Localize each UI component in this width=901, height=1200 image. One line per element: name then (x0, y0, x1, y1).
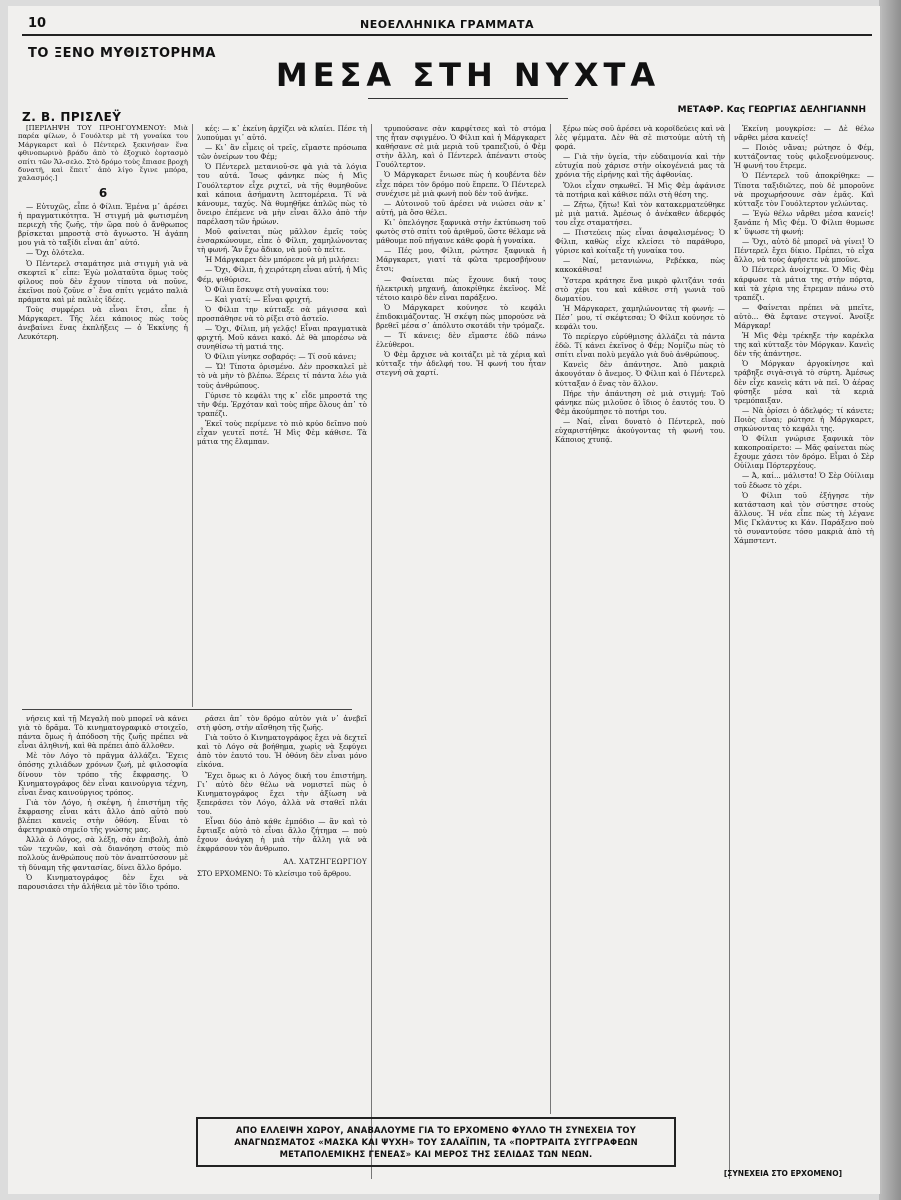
paragraph: Ὁ Φίλιπ τοῦ ἐξήγησε τὴν κατάσταση καὶ τὸν σύστησε στοὺς ἄλλους. Ἡ νέα εἶπε πὼς τὴ λέγανε Μὶς Γκλάντυς κι Κάν. Παράξενο ποὺ τὸ συναντούσε τόσο μακριὰ ἀπὸ τὴ Χάμπστεντ. (734, 490, 874, 546)
paragraph: — Πιστεύεις πὼς εἶναι ἀσφαλισμένος; Ὁ Φίλιπ, καθὼς εἶχε κλείσει τὸ παράθυρο, γύρισε καὶ κοίταξε τὴ γυναίκα του. (555, 228, 725, 256)
column-1 (18, 124, 188, 707)
paragraph: Ἐκεῖ τοὺς περίμενε τὸ πιὸ κρύο δεῖπνο ποὺ εἶχαν γευτεῖ ποτέ. Ἡ Μὶς Φὲμ κάθισε. Τὰ μάτια της ἔλαμπαν. (197, 418, 367, 447)
column-divider (192, 124, 193, 707)
running-head (22, 16, 872, 36)
paragraph: Ὁ Φίλιπ γνώρισε ξαφνικὰ τὸν κακοπροαίρετο: — Μᾶς φαίνεται πὼς ἔχουμε χάσει τὸν δρόμο. Εἶμαι ὁ Σὲρ Οὐίλιαμ Πόρτερχέους. (734, 434, 874, 471)
paragraph: — Ὄχι, Φίλιπ, ἡ χειρότερη εἶναι αὐτή, ἡ Μὶς Φέμ, ψιθύρισε. (197, 265, 367, 284)
translator-credit: ΜΕΤΑΦΡ. Κας ΓΕΩΡΓΙΑΣ ΔΕΛΗΓΙΑΝΝΗ (677, 105, 866, 115)
paragraph: νήσεις καὶ τῇ Μεγαλὴ ποὺ μπορεῖ νὰ κάνει γιὰ τὸ δρᾶμα. Τὸ κινηματογραφικὸ στοιχεῖο, πάντα ὅμως ἡ ἀπόδοση τῆς ζωῆς πρέπει νὰ εἶναι ἀληθινή, καὶ θὰ πρέπει ἀπὸ ἄλλοθεν. (18, 714, 188, 751)
paragraph: Πήρε τὴν ἀπάντηση σὲ μιὰ στιγμή: Τοῦ φάνηκε πὼς μιλοῦσε ὁ ἴδιος ὁ ἐαυτός του. Ὁ Φὲμ ἀκούμπησε τὸ ποτήρι του. (555, 388, 725, 416)
paragraph: — Ὄχι, αὐτὸ δὲ μπορεῖ νὰ γίνει! Ὁ Πέντερελ ἔχει δίκιο. Πρέπει, τὸ εἶχα ἄλλο, νὰ τοὺς ἀφήσετε νὰ μποῦνε. (734, 237, 874, 265)
paragraph: — Ποιὸς νἄναι; ρώτησε ὁ Φέμ, κυττάζοντας τοὺς φιλοξενούμενους. Ἡ φωνή του ἔτρεμε. (734, 143, 874, 171)
paragraph: — Φαίνεται πρέπει νὰ μπεῖτε, αὐτὸ... Θὰ ἔφτανε στεγνοί. Ἀνοίξε Μάργκαρ! (734, 302, 874, 330)
book-spine (879, 0, 901, 1200)
column-2 (197, 124, 367, 707)
paragraph: ξέρω πὼς σοῦ ἀρέσει νὰ κοροϊδεύεις καὶ νὰ λὲς ψέμματα. Δὲν θὰ σὲ πιστούμε αὐτὴ τὴ φορά. (555, 124, 725, 152)
chapter-number: 6 (98, 185, 108, 200)
paragraph: Γιὰ τοῦτο ὁ Κινηματογράφος ἔχει νὰ δεχτεῖ καὶ τὸ Λόγο σὰ βοήθημα, χωρὶς νὰ ξεφύγει ἀπὸ τὸν ἑαυτό του. Ἡ ὀθόνη δὲν εἶναι μόνο εἰκόνα. (197, 733, 367, 770)
paragraph: Ὁ Μάργκαρετ κούνησε τὸ κεφάλι ἐπιδοκιμάζοντας. Ἡ σκέψη πὼς μπορούσε νὰ βρεθεῖ μέσα σ᾿ ἀπόλυτο σκοτάδι τὴν τρόμαζε. (376, 302, 546, 330)
paragraph: — Πές μου, Φίλιπ, ρώτησε ξαφνικὰ ἡ Μάργκαρετ, γιατί τὰ φῶτα τρεμοσβήνουν ἔτσι; (376, 246, 546, 274)
paragraph: — Ἀ, καί... μάλιστα! Ὁ Σὲρ Οὐίλιαμ τοῦ ἔδωσε τὸ χέρι. (734, 471, 874, 490)
paragraph: — Κι᾿ ἂν εἶμεις οἱ τρεῖς, εἴμαστε πρόσωπα τῶν ὀνείρων του Φέμ; (197, 143, 367, 162)
essay-column-2 (197, 714, 367, 1114)
paragraph: — Καὶ γιατί; — Εἶναι φριχτή. (205, 294, 313, 304)
paragraph: κές: — κ᾿ ἐκείνη ἀρχίζει νὰ κλαίει. Πέσε τὴ λυπούμαι γι᾿ αὐτό. (197, 124, 367, 143)
paragraph: Ὁ Κινηματογράφος δὲν ἔχει νὰ παρουσιάσει τὴν ἀλήθεια μὲ τὸν ἴδιο τρόπο. (18, 872, 188, 891)
column-divider (729, 124, 730, 1179)
next-issue-note: ΣΤΟ ΕΡΧΟΜΕΝΟ: Τὸ κλείσιμο τοῦ ἄρθρου. (197, 869, 352, 878)
paragraph: — Νὰ ὁρίσει ὁ ἀδελφός; τί κάνετε; Ποιὸς εἶναι; ρώτησε ἡ Μάργκαρετ, σηκώνοντας τὸ κεφάλι της. (734, 405, 874, 433)
paragraph: Ὁ Μόργκαν ἀργοκίνησε καὶ τράβηξε σιγὰ-σιγὰ τὸ σύρτη. Ἀμέσως δὲν εἶχε κανεὶς κάτι νὰ πεῖ. Ὁ ἀέρας φύσηξε μέσα καὶ τὰ κεριὰ τρεμόπαιξαν. (734, 359, 874, 405)
paragraph: Ὁ Φίλιπ ἔσκυψε στὴ γυναίκα του: (205, 284, 329, 294)
column-divider (371, 124, 372, 1179)
paragraph: Ὁ Πέντερελ τοῦ ἀποκρίθηκε: — Τίποτα ταξιδιῶτες, ποὺ δὲ μποροῦνε νὰ προχωρήσουνε σὰν ἐμᾶς. Καὶ κύτταξε τὸν Γουόλτερτον γελώντας. (734, 171, 874, 208)
journal-name: ΝΕΟΕΛΛΗΝΙΚΑ ΓΡΑΜΜΑΤΑ (360, 18, 534, 31)
paragraph: Εἶναι δύο ἀπὸ κάθε ἐμπόδιο — ἂν καὶ τὸ ἔφτιαξε αὐτὸ τὸ εἶναι ἄλλο ζήτημα — ποὺ ἔχουν ἀνάγκη ἡ μιὰ τὴν ἄλλη γιὰ νὰ ἐκφράσουν τὸν ἄνθρωπο. (197, 817, 367, 854)
column-5 (734, 124, 874, 1164)
paragraph: Ὁ Φίλιπ την κύτταξε σὰ μάγισσα καὶ προσπάθησε νὰ τὸ ρίξει στὸ ἀστεῖο. (197, 304, 367, 323)
story-title: ΜΕΣΑ ΣΤΗ ΝΥΧΤΑ (275, 56, 661, 94)
paragraph: Ὁ Φίλιπ γίνηκε σοβαρός: — Τί σοῦ κάνει; (205, 352, 357, 362)
paragraph: — Φαίνεται πὼς ἔχουνε δική τους ἠλεκτρικὴ μηχανή, ἀποκρίθηκε ἐκεῖνος. Μὲ τέτοιο καιρὸ δὲν εἶναι παράξενο. (376, 274, 546, 302)
paragraph: Τὸ περίεργο εὐρύθμισης ἀλλάζει τὰ πάντα ἐδῶ. Τί κάνει ἐκεῖνος ὁ Φέμ; Νομίζω πὼς τὸ σπίτι εἶναι πολὺ μεγάλο γιὰ δυὸ ἀνθρώπους. (555, 332, 725, 360)
continued-note: [ΣΥΝΕΧΕΙΑ ΣΤΟ ΕΡΧΟΜΕΝΟ] (723, 1169, 842, 1178)
paragraph: Μοῦ φαίνεται πὼς μᾶλλον ἐμεῖς τοὺς ἐνσαρκώνουμε, εἶπε ὁ Φίλιπ, χαμηλώνοντας τὴ φωνή. Ἂν ἔχω ἄδικο, νὰ μοῦ τὸ πεῖτε. (197, 227, 367, 255)
paragraph: Ὁ Πέντερελ μετανιοῦ-σε φὰ γιὰ τὰ λόγια του αὐτά. Ἰσως φάνηκε πὼς ἡ Μὶς Γουόλτερτον εἶχε ριχτεῖ, νὰ τῆς θυμηθοῦνε καὶ κάποια ἀσήμαντη λεπτομέρεια. Τί νὰ κάνουμε, ταχύς. Νὰ θυμηθῆκε ἁπλῶς πὼς τὸ ὅνειρο ἐπέμενε νὰ μὴν εἶναι ἄλλο ἀπὸ τὴν παρέλαση τῶν ἡρώων. (197, 162, 367, 226)
paragraph: ράσει ἀπ᾿ τὸν δρόμο αὐτὸν γιὰ ν᾿ ἀνεβεῖ στὴ φύση, στὴν αἴσθηση τῆς ζωῆς. (197, 714, 367, 733)
essay-signature: ΑΛ. ΧΑΤΖΗΓΕΩΡΓΙΟΥ (283, 858, 367, 867)
paragraph: — Ὄχι, Φίλιπ, μὴ γελᾷς! Εἶναι πραγματικὰ φριχτή. Μοῦ κάνει κακό. Δὲ θὰ μπορέσω νὰ συνηθίσω τὴ ματιά της. (197, 323, 367, 352)
paragraph: Ὁ Μάργκαρετ ἔνιωσε πὼς ἡ κουβέντα δὲν εἶχε πάρει τὸν δρόμο ποὺ ἔπρεπε. Ὁ Πέντερελ συνέχισε μὲ μιὰ φωνὴ ποὺ δὲν τοῦ ἀνῆκε. (376, 170, 546, 198)
paragraph: — Εὐτυχῶς, εἶπε ὁ Φίλιπ. Ἐμένα μ᾿ ἀρέσει ἡ πραγματικότητα. Ἡ στιγμή μὰ φωτισμένη περιεχὴ τῆς ζωῆς, τὴν ὥρα ποὺ ὁ ἄνθρωπος βρίσκεται μπροστὰ στὸ ἄγνωστο. Ἡ ἀγάπη μου γιὰ τὸ ταξίδι εἶναι ἀπ᾿ αὐτό. (18, 201, 188, 248)
series-label: ΤΟ ΞΕΝΟ ΜΥΘΙΣΤΟΡΗΜΑ (28, 46, 216, 61)
title-underline (368, 98, 568, 99)
paragraph: — Ναί, εἶναι δυνατὸ ὁ Πέντερελ, ποὺ εὐχαριστήθηκε ἀκούγοντας τὴ φωνή του. Κάποιος χτυπᾷ. (555, 416, 725, 445)
newspaper-page (8, 6, 880, 1194)
paragraph: Ὁ Πέντερελ σταμάτησε μιὰ στιγμὴ γιὰ νὰ σκεφτεῖ κ᾿ εἶπε: Ἐγὼ μολαταῦτα ὅμως τοὺς φίλους ποὺ δὲν ἔχουν τίποτα νὰ ποῦνε, ἐκεῖνοι ποὺ ζοῦνε σ᾿ ἕνα σπίτι γεμάτο παλιὰ πράματα καὶ μὲ παλιὲς ἰδέες. (18, 258, 188, 304)
paragraph: — Αὐτοινοῦ τοῦ ἀρέσει νὰ νιώσει σὰν κ᾿ αὐτή, μὰ ὅσο θέλει. (376, 198, 546, 217)
paragraph: — Ζῆτω, ζῆτω! Καὶ τὸν κατακερματεύθηκε μὲ μιὰ ματιά. Ἀμέσως ὁ ἀνέκαθεν ἀδερφός του εἶχε σταματήσει. (555, 199, 725, 227)
paragraph: — Ἐγὼ θέλω νἄρθει μέσα κανείς! ξανάπε ἡ Μὶς Φέμ. Ὁ Φίλιπ θυμωσε κ᾿ ὕψωσε τὴ φωνή: (734, 208, 874, 237)
paragraph: Κι᾿ ὁπελόγησε ξαφνικὰ στὴν ἐκτύπωση τοῦ φωτὸς στὸ σπίτι τοῦ ἀριθμοῦ, ὥστε θέλαμε νὰ μάθουμε ποῦ πήγαινε κάθε φορὰ ἡ γυναίκα. (376, 217, 546, 246)
column-3 (376, 124, 546, 1114)
notice-box: ΑΠΟ ΕΛΛΕΙΨΗ ΧΩΡΟΥ, ΑΝΑΒΑΛΟΥΜΕ ΓΙΑ ΤΟ ΕΡΧΟΜΕΝΟ ΦΥΛΛΟ ΤΗ ΣΥΝΕΧΕΙΑ ΤΟΥ ΑΝΑΓΝΩΣΜΑΤΟΣ «ΜΑΣΚΑ ΚΑΙ ΨΥΧΗ» ΤΟΥ ΣΑΛΑΪΠΙΝ, ΤΑ «ΠΟΡΤΡΑΙΤΑ ΣΥΓΓΡΑΦΕΩΝ ΜΕΤΑΠΟΛΕΜΙΚΗΣ ΓΕΝΕΑΣ» ΚΑΙ ΜΕΡΟΣ ΤΗΣ ΣΕΛΙΔΑΣ ΤΩΝ ΝΕΩΝ. (196, 1117, 676, 1167)
paragraph: Γιὰ τὸν Λόγο, ἡ σκέψη, ἡ ἐπιστήμη τῆς ἔκφρασης εἶναι κάτι ἄλλο ἀπὸ αὐτὸ ποὺ βλέπει κανεὶς στὴν ὀθόνη. Εἶναι τὸ ἀφετηριακὸ σημεῖο τῆς γνώσης μας. (18, 797, 188, 835)
paragraph: — Τί κάνεις; δὲν εἴμαστε ἐδῶ πάνω ἐλεύθεροι. (376, 331, 546, 350)
paragraph: Ὑστερα κράτησε ἕνα μικρὸ φλιτζάνι τσάι στὸ χέρι του καὶ κάθισε στὴ γωνιὰ τοῦ δωματίου. (555, 275, 725, 303)
article-separator (22, 709, 352, 710)
paragraph: Τοὺς συμφέρει νὰ εἶναι ἔτσι, εἶπε ἡ Μάργκαρετ. Τῆς λέει κάποιος πὼς τοὺς ἀνεβαίνει ἕνας ἐκπλήξεις — ὁ Ἐκκίνης ἡ Λευκότερη. (18, 304, 188, 342)
column-divider (550, 124, 551, 1114)
paragraph: Γύρισε τὸ κεφάλι της κ᾿ εἶδε μπροστά της τὴν Φέμ. Ἐρχόταν καὶ τοὺς πῆρε ὅλους ἀπ᾿ τὸ τραπέζι. (197, 390, 367, 418)
essay-column-1 (18, 714, 188, 1189)
paragraph: Μὲ τὸν Λόγο τὸ πρᾶγμα ἀλλάζει. Ἔχεις ὁπόσης χιλιάδων χρόνων ζωή, μὲ φιλοσοφία δίνουν τὸν τρόπο τῆς ἔκφρασης. Ὁ Κινηματογράφος δὲν εἶναι καινούργια τέχνη, εἶναι ἕνας καινούργιος τρόπος. (18, 751, 188, 797)
synopsis: [ΠΕΡΙΛΗΨΗ ΤΟΥ ΠΡΟΗΓΟΥΜΕΝΟΥ: Μιὰ παρέα φίλων, ὁ Γουόλτερ μὲ τὴ γυναίκα του Μάργκαρετ καὶ ὁ Πέντερελ ξεκινήσαν ἕνα φθινοπωρινὸ βράδυ ἀπὸ τὸ ἐξοχικὸ ἑορτασμὸ σπίτι τῶν Ἄλ-σελο. Στὸ δρόμο τοὺς ἔπιασε βροχὴ δυνατή, καὶ ἔπειτ᾿ ἀπὸ λίγο ἔγινε μπόρα, χαλασμός.] (18, 124, 188, 183)
paragraph: Ὁ Πέντερελ ἀνοίχτηκε. Ὁ Μὶς Φὲμ κάρφωσε τὰ μάτια της στὴν πόρτα, καὶ τὰ χέρια της ἔτρεμαν πάνω στὸ τραπέζι. (734, 265, 874, 302)
paragraph: Ἀλλὰ ὁ Λόγος, σὰ λέξη, σὰν ἐπιβολὴ, ἀπὸ τῶν τεχνῶν, καὶ σὰ διανόηση στοὺς πιὸ πολλοὺς ἀνθρώπους ποὺ τὸν ἀναπτύσσουν μὲ τὴ δύναμη τῆς φαντασίας, δίνει ἄλλο δρόμο. (18, 835, 188, 872)
paragraph: Ἐκείνη μουγκρίσε: — Δὲ θέλω νἄρθει μέσα κανείς! (734, 124, 874, 143)
paragraph: — Γιὰ τὴν ὑγεία, τὴν εὐδαιμονία καὶ τὴν εὐτυχία ποὺ χάρισε στὴν οἰκογένειά μας τὰ χρόνια τῆς εἰρήνης καὶ τῆς ἀφθονίας. (555, 152, 725, 180)
paragraph: τρυπούσανε σὰν καρφίτσες καὶ τὸ στόμα της ἦταν σφιγμένο. Ὁ Φίλιπ καὶ ἡ Μάργκαρετ καθήσανε σὲ μιὰ μεριὰ τοῦ τραπεζιοῦ, ὁ Φὲμ στὴν ἄλλη, καὶ ὁ Πέντερελ ἀπέναντι στοὺς Γουόλτερτον. (376, 124, 546, 170)
paragraph: Ὅλοι εἶχαν σηκωθεῖ. Ἡ Μὶς Φὲμ ἀφάνισε τὰ ποτήρια καὶ κάθισε πάλι στὴ θέση της. (555, 180, 725, 199)
paragraph: Ἡ Μάργκαρετ δὲν μπόρεσε νὰ μὴ μιλήσει: (205, 255, 360, 265)
paragraph: Ἡ Μάργκαρετ, χαμηλώνοντας τὴ φωνή: — Πέσ᾿ μου, τί σκέφτεσαι; Ὁ Φίλιπ κούνησε τὸ κεφάλι του. (555, 303, 725, 331)
page-number: 10 (28, 16, 47, 31)
paragraph: — Ναί, μετανιώνω, Ρεβέκκα, πὼς κακοκάθισα! (555, 256, 725, 275)
paragraph: — Ὄχι ὁλότελα. (26, 248, 85, 258)
paragraph: — Ὤ! Τίποτα ὁρισμένο. Δὲν προσκαλεῖ μὲ τὸ νὰ μὴν τὸ βλέπω. Ξέρεις τί πάντα λέω γιὰ τοὺς ἀνθρώπους. (197, 362, 367, 390)
paragraph: Κανεὶς δὲν ἀπάντησε. Ἀπὸ μακριὰ ἀκουγόταν ὁ ἄνεμος. Ὁ Φίλιπ καὶ ὁ Πέντερελ κύτταξαν ὁ ἕνας τὸν ἄλλον. (555, 360, 725, 388)
paragraph: Ὁ Φὲμ ἄρχισε νὰ κοιτάζει μὲ τὰ χέρια καὶ κύτταξε τὴν ἀδελφή του. Ἡ φωνή του ἦταν στεγνή σὰ χαρτί. (376, 350, 546, 378)
paragraph: Ἡ Μὶς Φὲμ τρέκηξε τὴν καρέκλα της καὶ κύτταξε τὸν Μόργκαν. Κανεὶς δὲν τῆς ἀπάντησε. (734, 331, 874, 359)
column-4 (555, 124, 725, 1114)
author-name: Ζ. Β. ΠΡΙΣΛΕΫ (22, 110, 122, 124)
paragraph: Ἔχει ὅμως κι ὁ Λόγος δική του ἐπιστήμη. Γι᾿ αὐτὸ δὲν θέλω νὰ νομιστεῖ πὼς ὁ Κινηματογράφος ἔχει τὴν ἀξίωση νὰ ξεπεράσει τὸν Λόγο, ἀλλὰ νὰ σταθεῖ πλάι του. (197, 770, 367, 816)
